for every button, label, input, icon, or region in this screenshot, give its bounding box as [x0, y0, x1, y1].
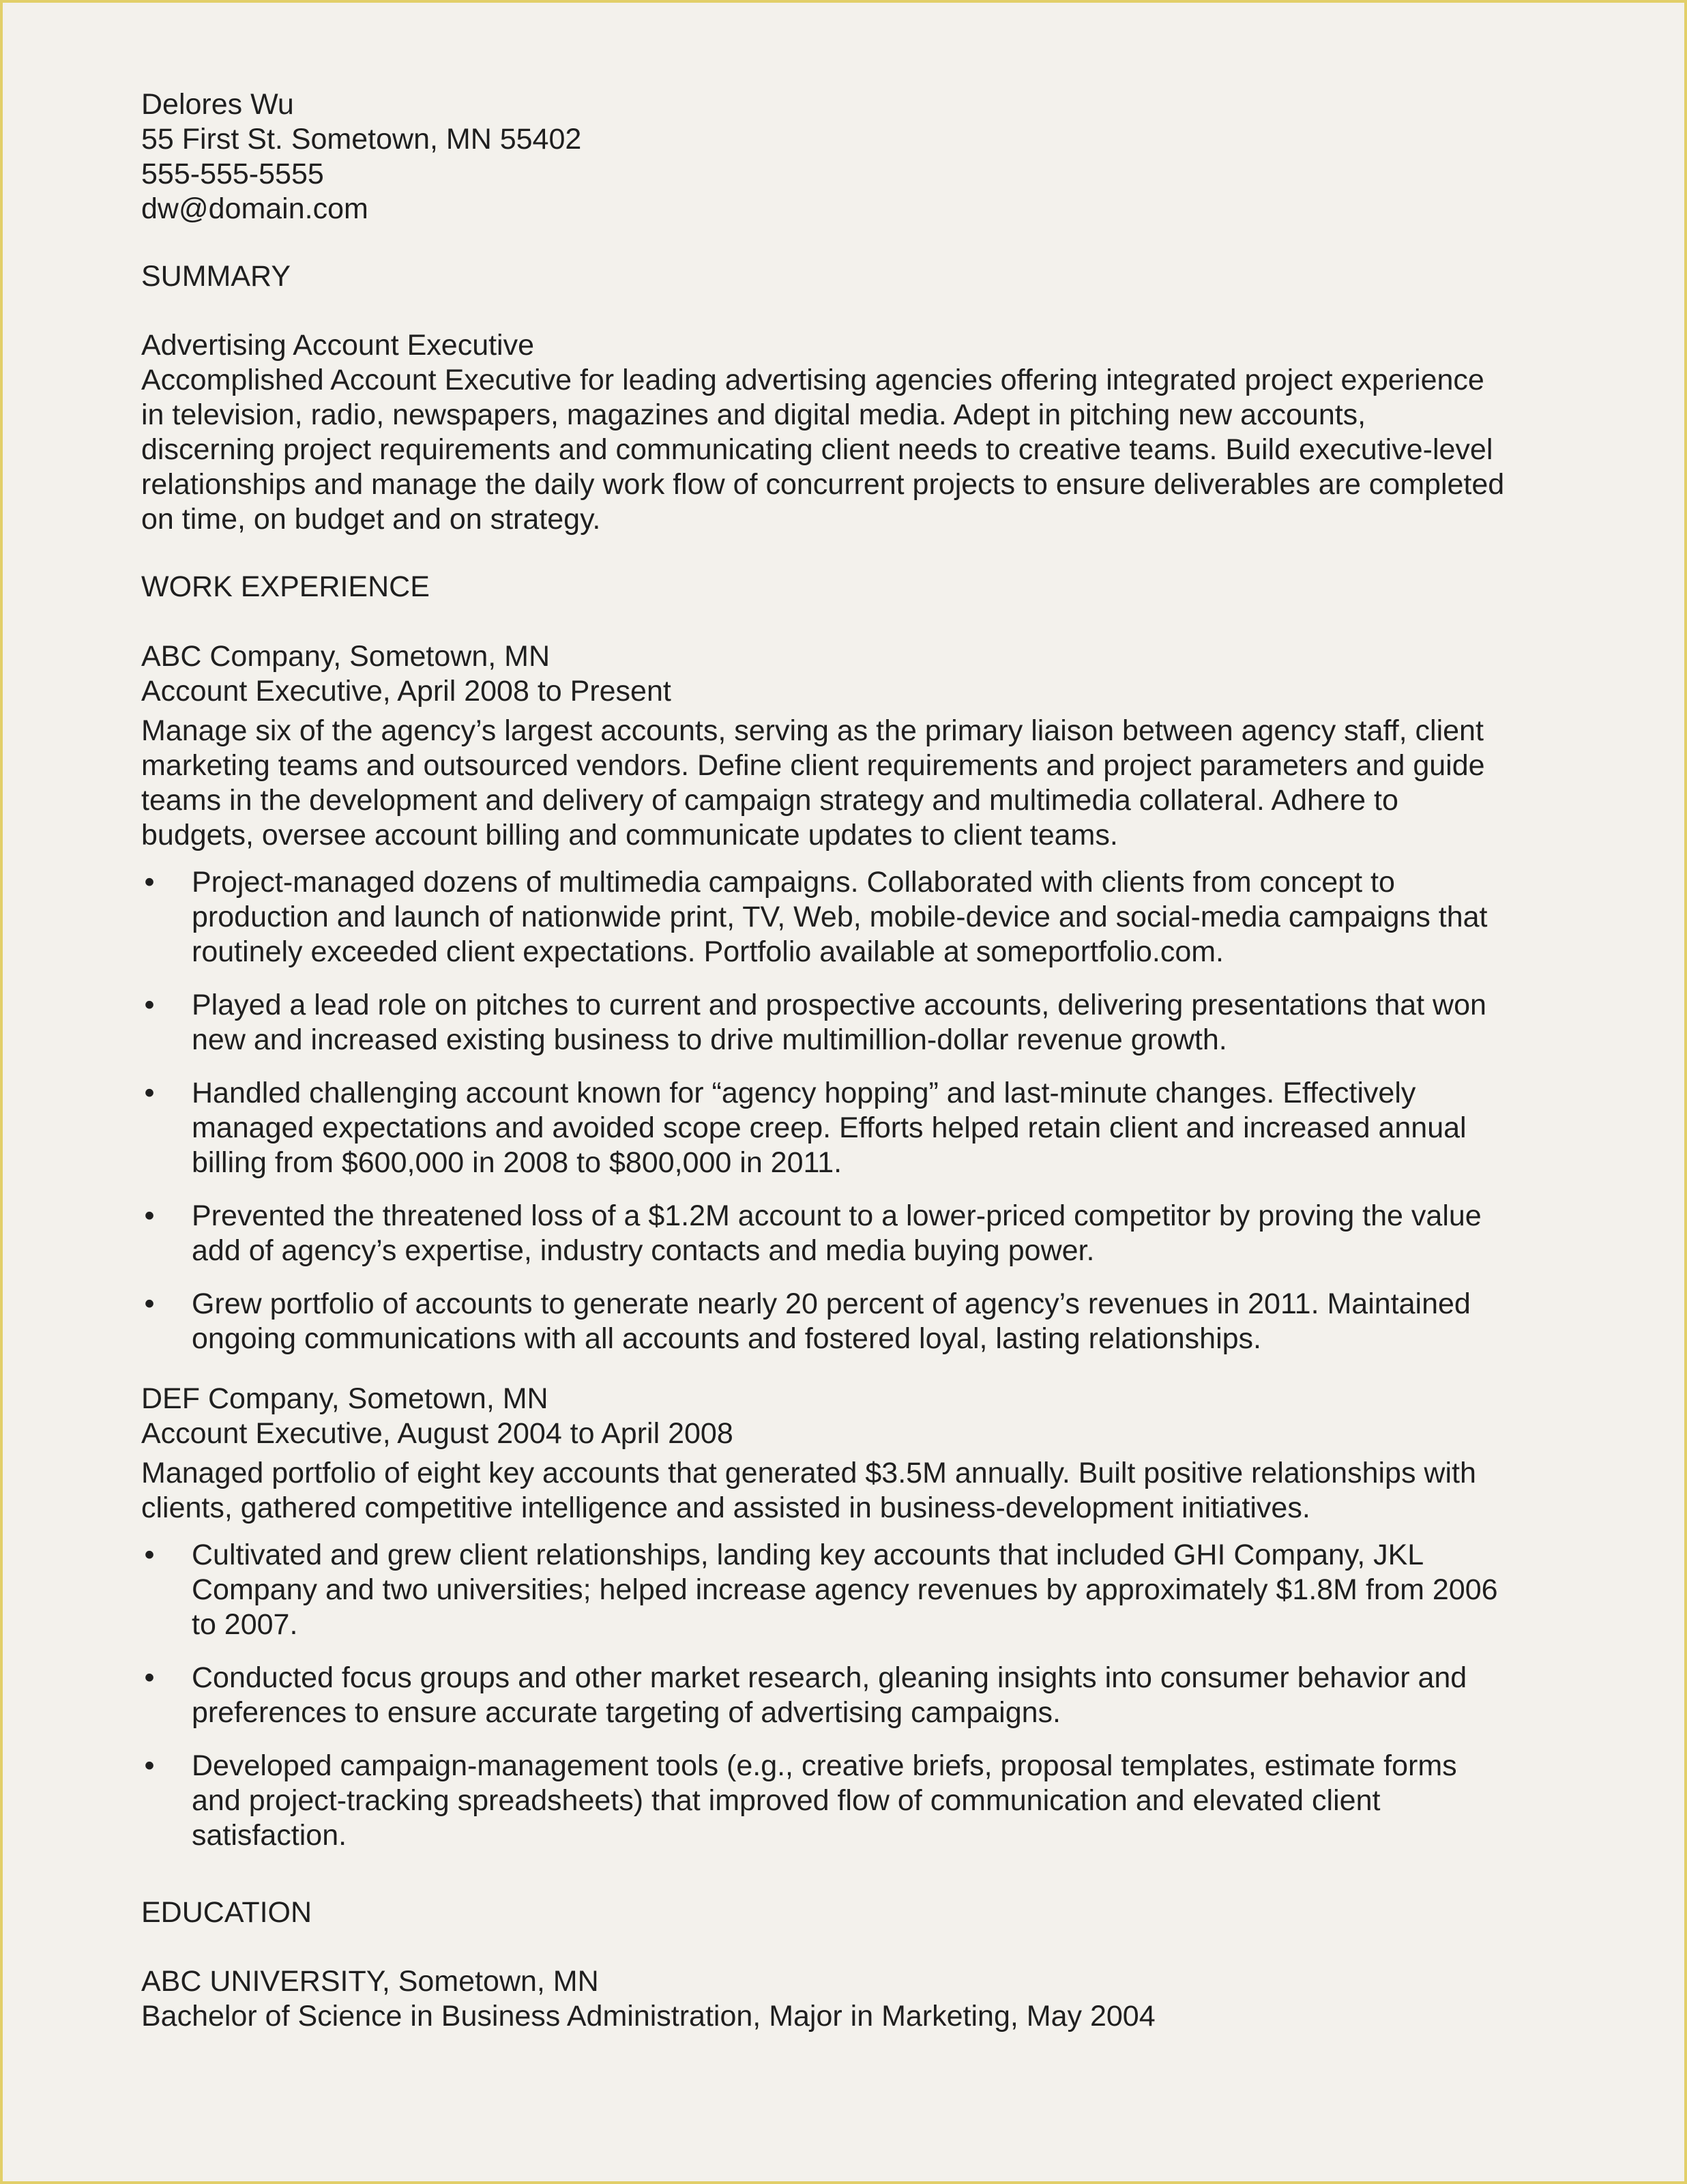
summary-heading: SUMMARY: [141, 260, 291, 293]
resume-content: [141, 87, 1574, 2034]
bullet-icon: •: [144, 1199, 155, 1232]
job-description: [141, 1456, 1574, 1526]
bullet-line: new and increased existing business to drive multimillion-dollar revenue growth.: [192, 1023, 1227, 1056]
bullet-line: add of agency’s expertise, industry contacts and media buying power.: [192, 1234, 1095, 1267]
job-description-line: teams in the development and delivery of campaign strategy and multimedia collateral. Adhere to: [141, 784, 1398, 817]
job-description-line: Manage six of the agency’s largest accounts, serving as the primary liaison between agency staff, client: [141, 714, 1484, 747]
job-description-line: Managed portfolio of eight key accounts that generated $3.5M annually. Built positive relationships with: [141, 1457, 1476, 1489]
list-item: [141, 1076, 1574, 1180]
bullet-icon: •: [144, 1749, 155, 1782]
education-heading: EDUCATION: [141, 1896, 312, 1929]
list-item: [141, 1661, 1574, 1730]
summary-line: in television, radio, newspapers, magazines and digital media. Adept in pitching new accounts,: [141, 398, 1366, 431]
bullet-line: preferences to ensure accurate targeting of advertising campaigns.: [192, 1696, 1061, 1729]
job-bullet-list: [141, 865, 1574, 1356]
bullet-line: Company and two universities; helped increase agency revenues by approximately $1.8M from 2006: [192, 1573, 1498, 1606]
bullet-line: Project-managed dozens of multimedia campaigns. Collaborated with clients from concept to: [192, 866, 1395, 899]
bullet-line: ongoing communications with all accounts and fostered loyal, lasting relationships.: [192, 1322, 1261, 1355]
summary-line: discerning project requirements and communicating client needs to creative teams. Build executive-level: [141, 433, 1493, 466]
job-entry: [141, 1382, 1574, 1853]
list-item: [141, 1538, 1574, 1642]
bullet-icon: •: [144, 866, 155, 899]
list-item: [141, 988, 1574, 1058]
job-role: Account Executive, April 2008 to Present: [141, 675, 671, 708]
bullet-line: and project-tracking spreadsheets) that improved flow of communication and elevated client: [192, 1784, 1381, 1817]
job-role: Account Executive, August 2004 to April 2008: [141, 1417, 733, 1450]
summary-line: Accomplished Account Executive for leading advertising agencies offering integrated project experience: [141, 364, 1484, 396]
summary-line: on time, on budget and on strategy.: [141, 503, 601, 536]
contact-name: Delores Wu: [141, 88, 294, 121]
contact-address: 55 First St. Sometown, MN 55402: [141, 123, 582, 156]
bullet-line: satisfaction.: [192, 1819, 347, 1852]
bullet-line: production and launch of nationwide print, TV, Web, mobile-device and social-media campaigns that: [192, 901, 1488, 933]
job-bullet-list: [141, 1538, 1574, 1853]
bullet-line: Played a lead role on pitches to current and prospective accounts, delivering presentations that won: [192, 989, 1486, 1021]
list-item: [141, 1287, 1574, 1356]
bullet-icon: •: [144, 1287, 155, 1320]
education-degree: Bachelor of Science in Business Administration, Major in Marketing, May 2004: [141, 2000, 1156, 2033]
job-description: [141, 714, 1574, 853]
summary-paragraph: [141, 363, 1574, 537]
education-entry: [141, 1964, 1574, 2034]
contact-block: [141, 87, 1574, 227]
list-item: [141, 1199, 1574, 1268]
contact-phone: 555-555-5555: [141, 158, 324, 190]
summary-line: relationships and manage the daily work flow of concurrent projects to ensure deliverables are completed: [141, 468, 1505, 501]
job-description-line: clients, gathered competitive intelligence and assisted in business-development initiatives.: [141, 1491, 1310, 1524]
bullet-line: managed expectations and avoided scope creep. Efforts helped retain client and increased annual: [192, 1111, 1467, 1144]
job-company: ABC Company, Sometown, MN: [141, 640, 551, 673]
job-description-line: budgets, oversee account billing and communicate updates to client teams.: [141, 819, 1118, 851]
bullet-icon: •: [144, 1077, 155, 1109]
bullet-line: Developed campaign-management tools (e.g., creative briefs, proposal templates, estimate forms: [192, 1749, 1457, 1782]
bullet-line: Grew portfolio of accounts to generate nearly 20 percent of agency’s revenues in 2011. Maintained: [192, 1287, 1471, 1320]
contact-email: dw@domain.com: [141, 192, 368, 225]
work-heading: WORK EXPERIENCE: [141, 570, 430, 603]
summary-title: Advertising Account Executive: [141, 329, 535, 362]
bullet-line: Cultivated and grew client relationships, landing key accounts that included GHI Company, JKL: [192, 1539, 1424, 1571]
list-item: [141, 1749, 1574, 1853]
bullet-icon: •: [144, 1661, 155, 1694]
bullet-icon: •: [144, 989, 155, 1021]
education-school: ABC UNIVERSITY, Sometown, MN: [141, 1965, 599, 1998]
bullet-line: Conducted focus groups and other market research, gleaning insights into consumer behavior and: [192, 1661, 1467, 1694]
job-company: DEF Company, Sometown, MN: [141, 1382, 548, 1415]
bullet-line: to 2007.: [192, 1608, 298, 1641]
job-description-line: marketing teams and outsourced vendors. Define client requirements and project parameters and guide: [141, 749, 1485, 782]
bullet-line: routinely exceeded client expectations. Portfolio available at someportfolio.com.: [192, 935, 1224, 968]
bullet-line: Handled challenging account known for “agency hopping” and last-minute changes. Effectively: [192, 1077, 1416, 1109]
bullet-line: billing from $600,000 in 2008 to $800,000 in 2011.: [192, 1146, 842, 1179]
bullet-icon: •: [144, 1539, 155, 1571]
job-entry: [141, 639, 1574, 1356]
bullet-line: Prevented the threatened loss of a $1.2M account to a lower-priced competitor by proving the value: [192, 1199, 1482, 1232]
list-item: [141, 865, 1574, 970]
